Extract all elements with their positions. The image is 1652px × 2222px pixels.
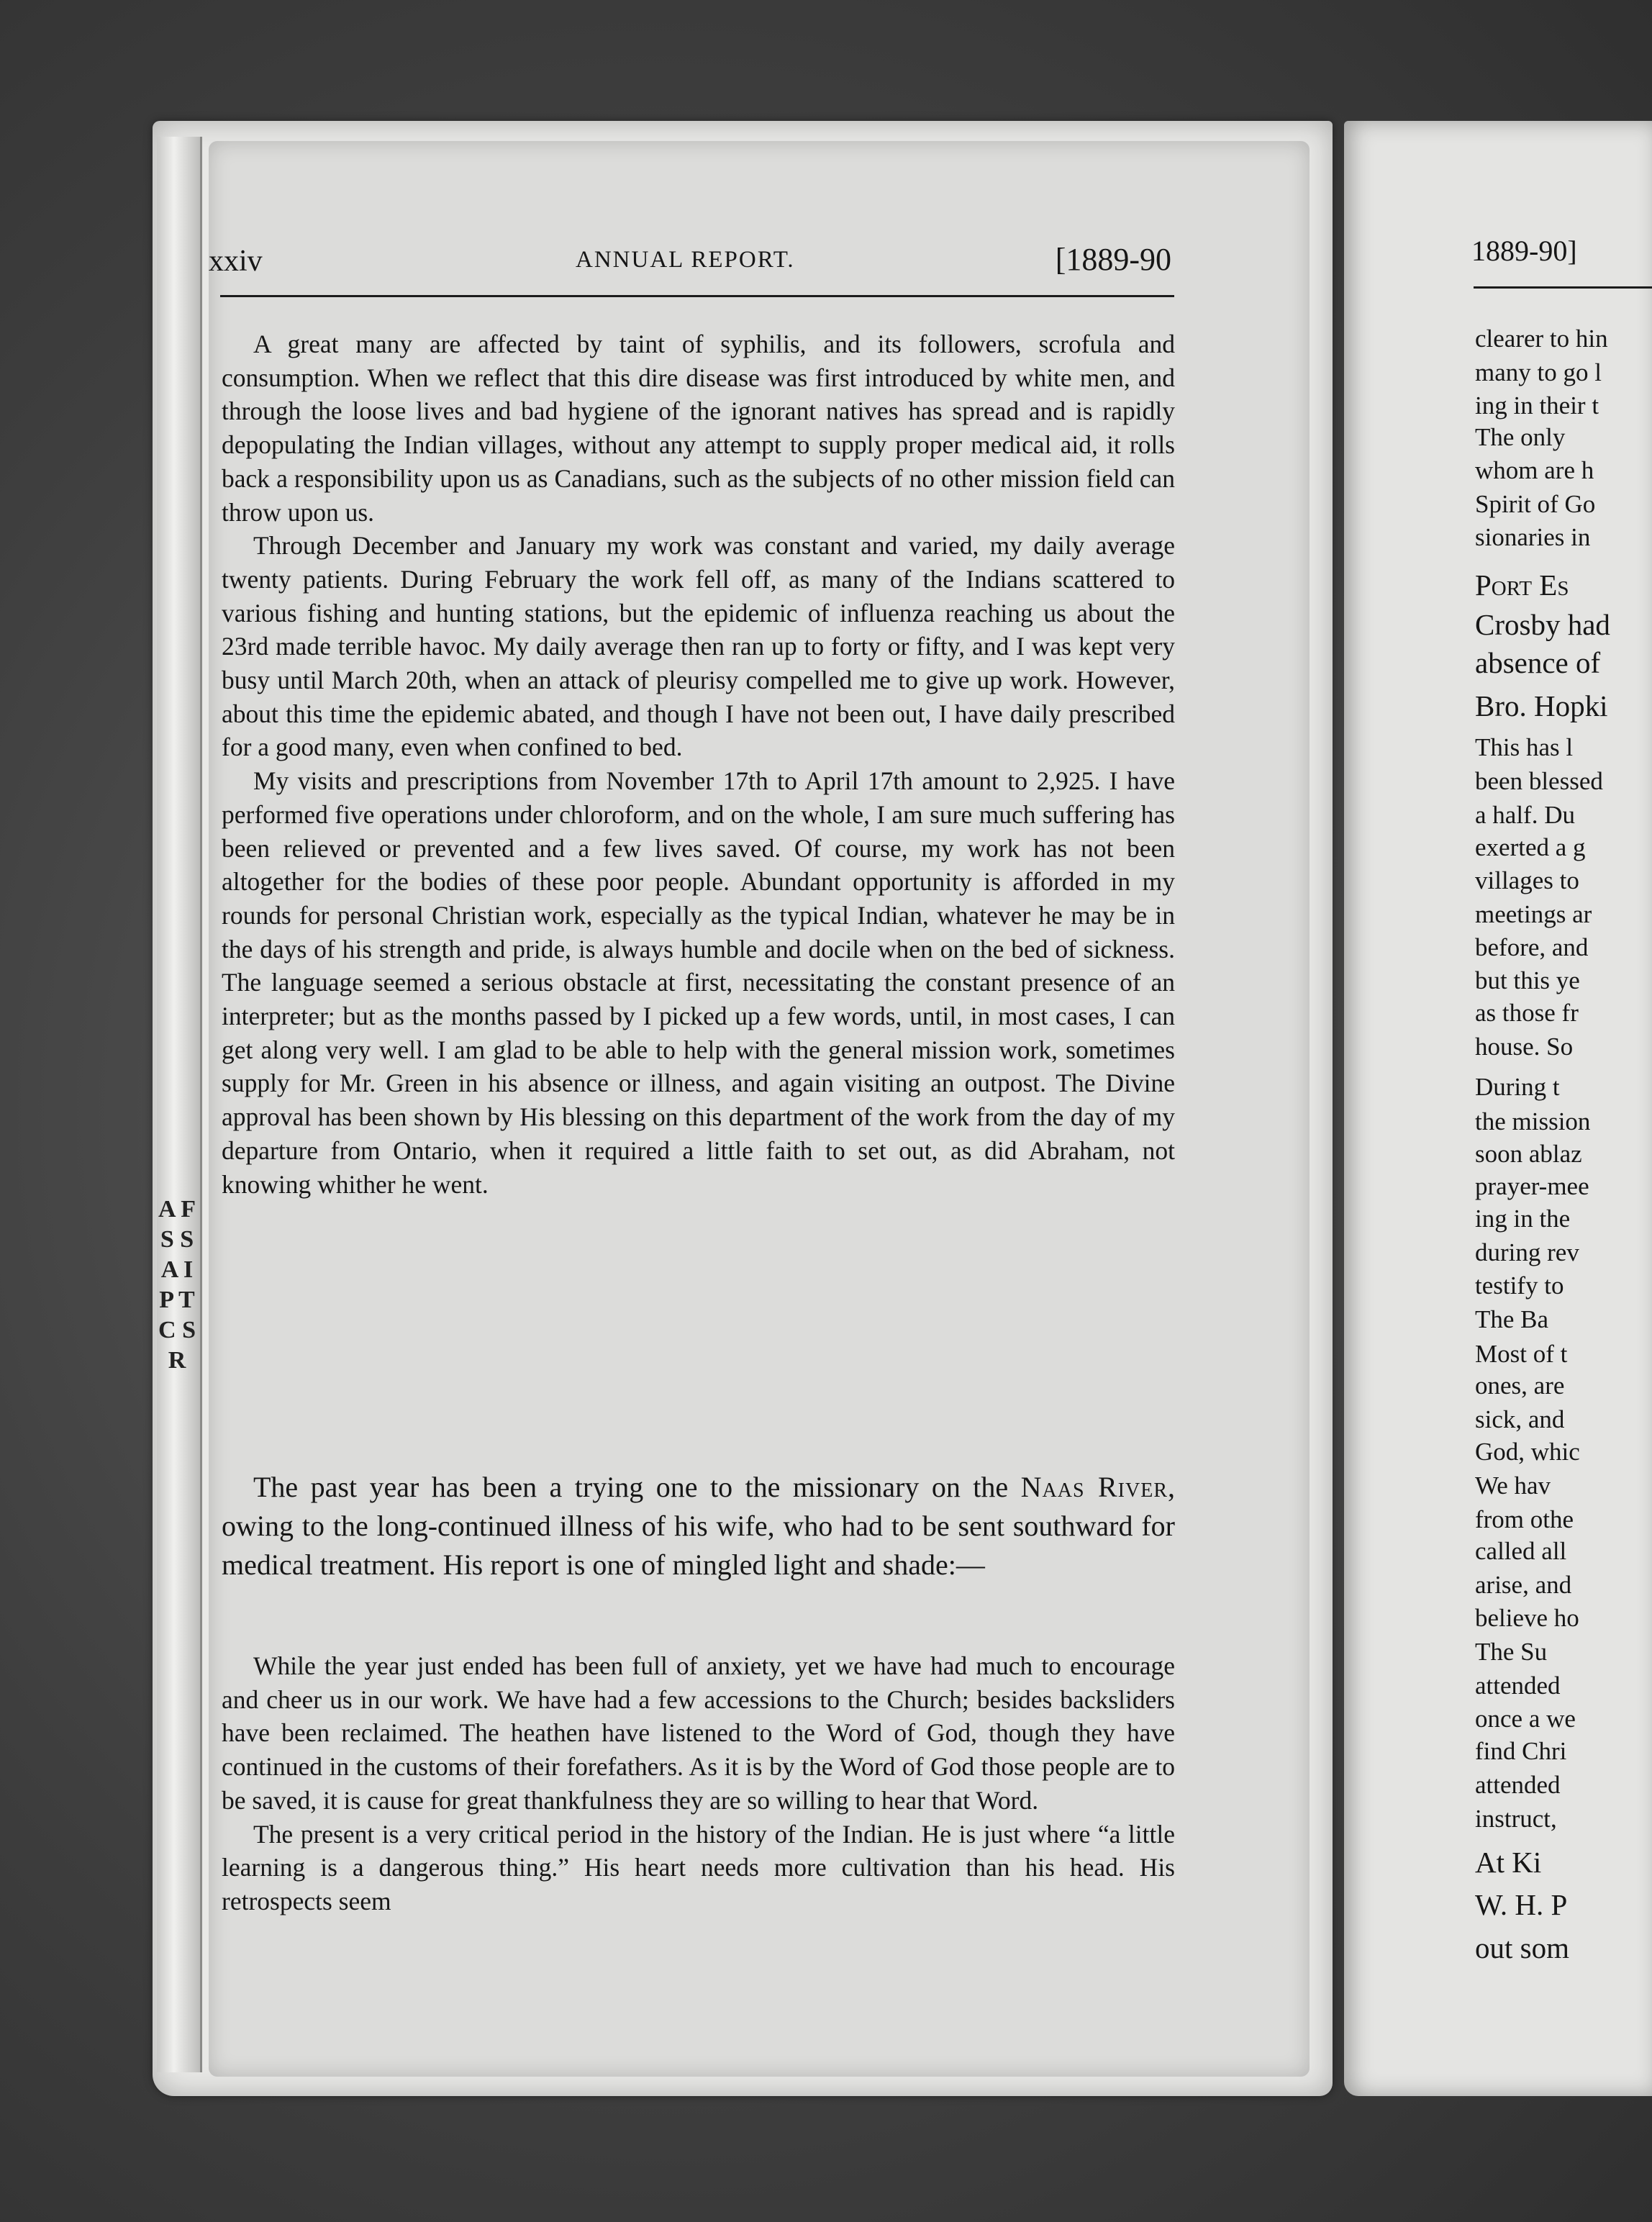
- paragraph: The present is a very critical period in the history of the Indian. He is just where “a little learning is a dangerous thing.” His heart needs more cultivation than his head. His retrospects seem: [222, 1819, 1175, 1915]
- intro-paragraph: [222, 1468, 1175, 1584]
- right-page-line: Spirit of Go: [1475, 490, 1596, 518]
- right-page-line: The Ba: [1475, 1305, 1549, 1333]
- paragraph: A great many are affected by taint of syphilis, and its followers, scrofula and consumption. When we reflect that this dire disease was first introduced by white men, and through the loose lives and bad hygiene of the ignorant natives has spread and is rapidly depopulating the Indian villages, without any attempt to supply proper medical aid, it rolls back a responsibility upon us as Canadians, such as the subjects of no other mission field can throw upon us.: [222, 330, 1175, 527]
- right-page-line: out som: [1475, 1931, 1569, 1964]
- page-number: xxiv: [209, 245, 263, 278]
- right-page-line: a half. Du: [1475, 801, 1575, 829]
- right-page-line: Crosby had: [1475, 608, 1610, 641]
- running-head: [209, 241, 1187, 284]
- right-page-line: sionaries in: [1475, 523, 1591, 551]
- paragraph: While the year just ended has been full of anxiety, yet we have had much to encourage and cheer us in our work. We have had a few accessions to the Church; besides backsliders have been reclaimed. The heathen have listened to the Word of God, though they have continued in the customs of their forefathers. As it is by the Word of God those people are to be saved, it is cause for great thankfulness they are so willing to hear that Word.: [222, 1651, 1175, 1815]
- right-page-line: but this ye: [1475, 966, 1580, 994]
- binding-strip: [157, 137, 202, 2072]
- right-page-line: During t: [1475, 1073, 1560, 1101]
- right-running-head: 1889-90]: [1471, 235, 1577, 267]
- right-header-rule: [1474, 286, 1652, 289]
- right-page-line: instruct,: [1475, 1805, 1557, 1833]
- right-page-line: before, and: [1475, 933, 1589, 961]
- right-page-line: Most of t: [1475, 1340, 1568, 1368]
- right-page-line: house. So: [1475, 1033, 1574, 1061]
- right-page-line: attended: [1475, 1771, 1561, 1799]
- right-page-line: We hav: [1475, 1471, 1551, 1500]
- right-page-line: The Su: [1475, 1638, 1548, 1666]
- right-page-line: attended: [1475, 1672, 1561, 1700]
- right-page-line: Port Es: [1475, 568, 1569, 602]
- report-text-block: [222, 1649, 1175, 1918]
- right-page-line: from othe: [1475, 1505, 1574, 1533]
- right-page-line: This has l: [1475, 733, 1574, 761]
- right-page-line: soon ablaz: [1475, 1140, 1582, 1168]
- right-page-line: The only: [1475, 423, 1566, 451]
- intro-before: The past year has been a trying one to the missionary on the: [253, 1471, 1021, 1503]
- right-page-line: prayer-mee: [1475, 1172, 1589, 1200]
- right-page-line: villages to: [1475, 866, 1579, 894]
- right-page-line: clearer to hin: [1475, 325, 1608, 353]
- right-page-line: God, whic: [1475, 1438, 1580, 1466]
- right-page-line: sick, and: [1475, 1405, 1565, 1433]
- right-page-line: believe ho: [1475, 1604, 1579, 1632]
- right-page-line: during rev: [1475, 1238, 1579, 1266]
- right-page-line: absence of: [1475, 646, 1601, 679]
- paragraph: Through December and January my work was constant and varied, my daily average twenty patients. During February the work fell off, as many of the Indians scattered to various fishing and hunting stations, but the epidemic of influenza reaching us about the 23rd made terrible havoc. My daily average then ran up to forty or fifty, and I was kept very busy until March 20th, when an attack of pleurisy compelled me to give up work. However, about this time the epidemic abated, and though I have not been out, I have daily prescribed for a good many, even when confined to bed.: [222, 531, 1175, 762]
- right-page-line: W. H. P: [1475, 1888, 1568, 1921]
- right-page-line: arise, and: [1475, 1571, 1572, 1599]
- right-page-line: been blessed: [1475, 767, 1603, 795]
- paragraph: My visits and prescriptions from November 17th to April 17th amount to 2,925. I have performed five operations under chloroform, and on the whole, I am sure much suffering has been relieved or prevented and a few lives saved. Of course, my work has not been altogether for the bodies of these poor people. Abundant opportunity is afforded in my rounds for personal Christian work, especially as the typical Indian, whatever he may be in the days of his strength and pride, is always humble and docile when on the bed of sickness. The language seemed a serious obstacle at first, necessitating the constant presence of an interpreter; but as the months passed by I picked up a few words, until, in most cases, I can get along very well. I am glad to be able to help with the general mission work, sometimes supply for Mr. Green in his absence or illness, and again visiting an outpost. The Divine approval has been shown by His blessing on this department of the work from the day of my departure from Ontario, when it required a little faith to set out, as did Abraham, not knowing whither he went.: [222, 766, 1175, 1199]
- right-page-line: many to go l: [1475, 358, 1602, 386]
- right-page-line: meetings ar: [1475, 900, 1592, 928]
- right-page-line: once a we: [1475, 1705, 1576, 1733]
- right-page-line: At Ki: [1475, 1846, 1542, 1879]
- right-page-line: Bro. Hopki: [1475, 689, 1608, 722]
- right-page-line: ing in their t: [1475, 391, 1599, 420]
- naas-river-intro: [222, 1468, 1175, 1584]
- header-rule: [220, 295, 1174, 297]
- right-page-line: find Chri: [1475, 1737, 1567, 1765]
- right-page-line: exerted a g: [1475, 833, 1586, 861]
- right-page-line: as those fr: [1475, 999, 1579, 1027]
- place-name: Naas River: [1020, 1471, 1168, 1503]
- right-page-line: ones, are: [1475, 1371, 1565, 1400]
- running-title: ANNUAL REPORT.: [576, 247, 795, 273]
- running-year: [1889-90: [1055, 242, 1171, 277]
- right-page-line: called all: [1475, 1537, 1567, 1565]
- letter-text-block: [222, 327, 1175, 1201]
- right-page-line: ing in the: [1475, 1205, 1571, 1233]
- binding-letters: A F S S A I P T C S R: [158, 1196, 196, 1374]
- right-page-line: whom are h: [1475, 456, 1594, 484]
- right-page-line: testify to: [1475, 1271, 1564, 1300]
- right-page-line: the mission: [1475, 1107, 1591, 1135]
- intro-after: , owing to the long-continued illness of his wife, who had to be sent southward for medical treatment. His report is one of mingled light and shade:—: [222, 1471, 1175, 1581]
